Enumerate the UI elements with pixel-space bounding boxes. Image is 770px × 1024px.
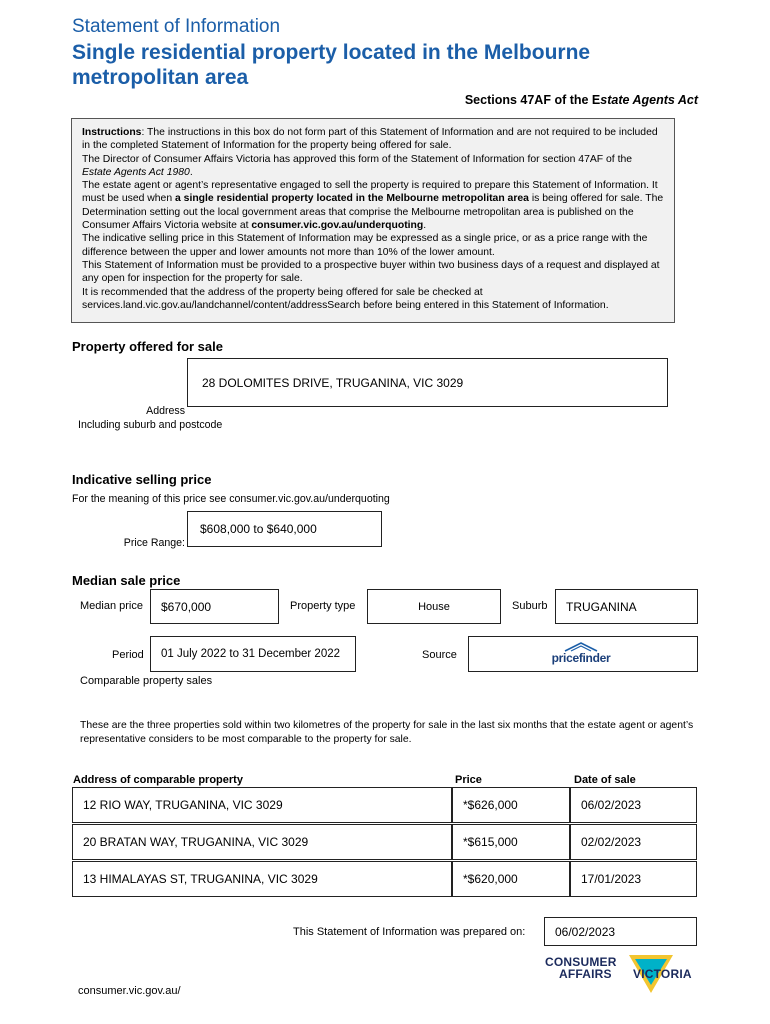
- suburb-field[interactable]: TRUGANINA: [555, 589, 698, 624]
- comparable-price-3[interactable]: *$620,000: [452, 861, 570, 897]
- instructions-text-1: : The instructions in this box do not form part of this Statement of Information and are not required to be included in the completed Statement of Information for the property being offered for sale.: [82, 127, 658, 152]
- col-header-date: Date of sale: [574, 774, 636, 786]
- comparable-description: These are the three properties sold within two kilometres of the property for sale in the last six months that the estate agent or agent’s representative considers to be most comparable to the property for sale.: [80, 720, 694, 745]
- comparable-date-1[interactable]: 06/02/2023: [570, 787, 697, 823]
- comparable-date-3[interactable]: 17/01/2023: [570, 861, 697, 897]
- instructions-label: Instructions: [82, 127, 142, 138]
- property-type-label: Property type: [290, 600, 356, 612]
- property-type-field[interactable]: House: [367, 589, 501, 624]
- instructions-text-3-mid: is being offered for sale. The Determination setting out the local government areas that comprise the Melbourne metropolitan area is published on the Consumer Affairs Victoria website at: [82, 193, 664, 232]
- prepared-date-field[interactable]: 06/02/2023: [544, 917, 697, 946]
- period-label: Period: [112, 649, 144, 661]
- instructions-p3: [82, 179, 664, 232]
- comparable-date-2[interactable]: 02/02/2023: [570, 824, 697, 860]
- comparable-heading: Comparable property sales: [80, 675, 213, 687]
- instructions-bold: a single residential property located in the Melbourne metropolitan area: [175, 193, 529, 205]
- sections-act: state Agents Act: [600, 93, 698, 107]
- period-field[interactable]: 01 July 2022 to 31 December 2022: [150, 636, 356, 672]
- instructions-p4: The indicative selling price in this Statement of Information may be expressed as a single price, or as a price range with the difference between the upper and lower amounts not more than 10% of the lower amount.: [82, 233, 648, 258]
- cav-logo: [545, 953, 705, 995]
- col-header-price: Price: [455, 774, 482, 786]
- comparable-address-2[interactable]: 20 BRATAN WAY, TRUGANINA, VIC 3029: [72, 824, 452, 860]
- instructions-p1: [82, 126, 664, 153]
- instructions-text-2: The Director of Consumer Affairs Victoria has approved this form of the Statement of Information for section 47AF of the: [82, 153, 633, 165]
- comparable-price-2[interactable]: *$615,000: [452, 824, 570, 860]
- instructions-p2: [82, 153, 664, 180]
- source-label: Source: [422, 649, 457, 661]
- cav-logo-line3: VICTORIA: [633, 967, 692, 981]
- comparable-address-1[interactable]: 12 RIO WAY, TRUGANINA, VIC 3029: [72, 787, 452, 823]
- comparable-address-3[interactable]: 13 HIMALAYAS ST, TRUGANINA, VIC 3029: [72, 861, 452, 897]
- sections-text: Sections 47AF of the E: [464, 93, 601, 107]
- suburb-label: Suburb: [512, 600, 548, 612]
- indicative-note: For the meaning of this price see consumer.vic.gov.au/underquoting: [72, 493, 390, 505]
- cav-logo-line2: AFFAIRS: [559, 967, 612, 981]
- document-title: Statement of Information: [72, 16, 281, 37]
- sections-reference: [465, 93, 698, 107]
- median-price-field[interactable]: $670,000: [150, 589, 279, 624]
- col-header-address: Address of comparable property: [73, 774, 243, 786]
- median-heading: Median sale price: [72, 573, 181, 588]
- indicative-heading: Indicative selling price: [72, 472, 212, 487]
- instructions-p6: It is recommended that the address of the property being offered for sale be checked at services.land.vic.gov.au/landchannel/content/addressSearch before being entered in this Statement of Information.: [82, 286, 609, 311]
- price-range-label: Price Range:: [123, 537, 185, 549]
- median-price-label: Median price: [80, 600, 143, 612]
- cav-logo-line1: CONSUMER: [545, 955, 617, 969]
- pricefinder-wordmark: pricefinder: [551, 651, 611, 665]
- comparable-price-1[interactable]: *$626,000: [452, 787, 570, 823]
- instructions-text-2-end: .: [189, 166, 193, 178]
- prepared-label: This Statement of Information was prepared on:: [293, 926, 526, 938]
- pricefinder-logo: [551, 642, 611, 668]
- instructions-text-3-end: .: [423, 220, 427, 232]
- instructions-p5: This Statement of Information must be provided to a prospective buyer within two business days of a request and displayed at any open for inspection for the property for sale.: [82, 259, 660, 285]
- document-subtitle: Single residential property located in the Melbourne metropolitan area: [72, 41, 591, 89]
- instructions-text-3: The estate agent or agent’s representative engaged to sell the property is required to prepare this Statement of Information. It must be used when: [82, 180, 658, 205]
- address-sublabel: Including suburb and postcode: [78, 419, 223, 431]
- address-label: Address: [146, 405, 185, 417]
- underquoting-link[interactable]: consumer.vic.gov.au/underquoting: [251, 220, 424, 232]
- property-heading: Property offered for sale: [72, 339, 223, 354]
- instructions-box: [71, 118, 675, 323]
- instructions-act: Estate Agents Act 1980: [82, 166, 190, 178]
- price-range-field[interactable]: $608,000 to $640,000: [187, 511, 382, 547]
- footer-url[interactable]: consumer.vic.gov.au/: [78, 985, 181, 997]
- source-field: [468, 636, 698, 672]
- property-address-field[interactable]: 28 DOLOMITES DRIVE, TRUGANINA, VIC 3029: [187, 358, 668, 407]
